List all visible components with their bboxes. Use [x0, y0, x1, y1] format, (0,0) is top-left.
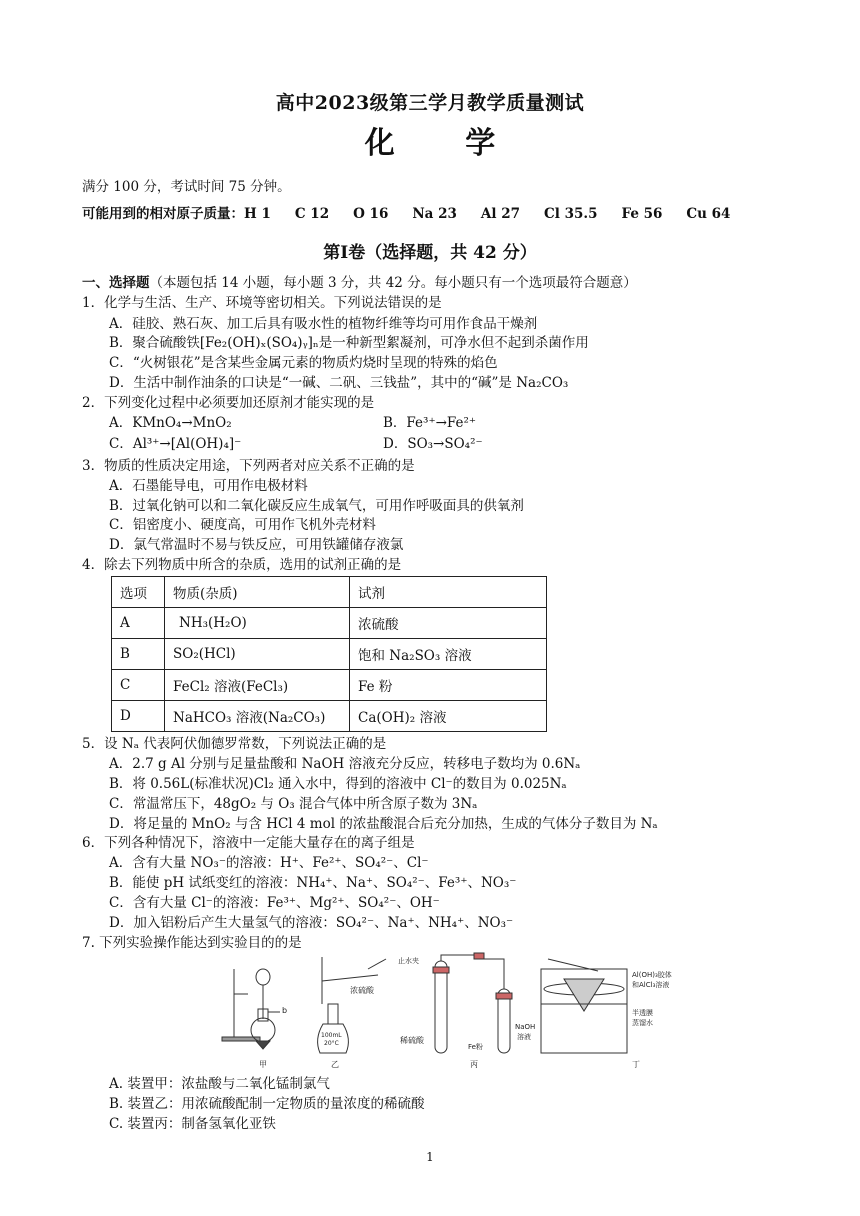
atomic-masses-label: 可能用到的相对原子质量： [82, 206, 244, 222]
table-cell: NH₃(H₂O) [165, 608, 350, 639]
label-conc-acid: 浓硫酸 [350, 986, 374, 995]
table-cell: C [112, 670, 165, 701]
q5-stem: 5．设 Nₐ 代表阿伏伽德罗常数，下列说法正确的是 [82, 736, 387, 752]
apparatus-jia [222, 969, 280, 1049]
label-water: 蒸馏水 [632, 1019, 653, 1027]
label-ding: 丁 [632, 1060, 640, 1069]
label-colloid: Al(OH)₃胶体 [632, 971, 672, 979]
q2-option-b: B．Fe³⁺→Fe²⁺ [383, 415, 477, 431]
table-header-cell: 试剂 [350, 577, 547, 608]
table-cell: D [112, 701, 165, 732]
q3-option-d: D．氯气常温时不易与铁反应，可用铁罐储存液氯 [109, 537, 404, 553]
label-yi: 乙 [331, 1060, 339, 1069]
label-membrane: 半透膜 [632, 1009, 653, 1017]
q1-stem: 1．化学与生活、生产、环境等密切相关。下列说法错误的是 [82, 295, 442, 311]
atomic-mass-item: H 1 [244, 206, 271, 222]
q3-option-a: A．石墨能导电，可用作电极材料 [109, 478, 308, 494]
q3-option-c: C．铝密度小、硬度高，可用作飞机外壳材料 [109, 517, 376, 533]
q2-option-c: C．Al³⁺→[Al(OH)₄]⁻ [109, 436, 242, 452]
table-cell: NaHCO₃ 溶液(Na₂CO₃) [165, 701, 350, 732]
label-alcl3: 和AlCl₃溶液 [632, 981, 670, 989]
table-cell: SO₂(HCl) [165, 639, 350, 670]
q7-stem: 7. 下列实验操作能达到实验目的的是 [82, 935, 302, 951]
label-flask: 100mL [321, 1032, 342, 1039]
q2-option-a: A．KMnO₄→MnO₂ [109, 415, 232, 431]
page-number: 1 [426, 1150, 434, 1164]
section-intro [82, 274, 637, 292]
section-intro-rest: （本题包括 14 小题，每小题 3 分，共 42 分。每小题只有一个选项最符合题意） [149, 275, 637, 291]
table-row [112, 608, 547, 639]
atomic-mass-item: C 12 [294, 206, 330, 222]
table-cell: 浓硫酸 [350, 608, 547, 639]
q7-option-a: A. 装置甲：浓盐酸与二氧化锰制氯气 [109, 1076, 330, 1092]
q1-option-a: A．硅胶、熟石灰、加工后具有吸水性的植物纤维等均可用作食品干燥剂 [109, 316, 538, 332]
label-clamp: 止水夹 [398, 957, 419, 965]
table-row [112, 670, 547, 701]
q3-option-b: B．过氧化钠可以和二氧化碳反应生成氧气，可用作呼吸面具的供氧剂 [109, 498, 524, 514]
q4-stem: 4．除去下列物质中所含的杂质，选用的试剂正确的是 [82, 557, 402, 573]
atomic-mass-item: Al 27 [480, 206, 521, 222]
label-b: b [282, 1006, 288, 1015]
table-header-cell: 物质(杂质) [165, 577, 350, 608]
atomic-mass-item: Fe 56 [621, 206, 663, 222]
q5-option-c: C．常温常压下，48gO₂ 与 O₃ 混合气体中所含原子数为 3Nₐ [109, 796, 478, 812]
q5-option-b: B．将 0.56L(标准状况)Cl₂ 通入水中，得到的溶液中 Cl⁻的数目为 0.025Nₐ [109, 776, 567, 792]
q6-option-d: D．加入铝粉后产生大量氢气的溶液：SO₄²⁻、Na⁺、NH₄⁺、NO₃⁻ [109, 915, 514, 931]
label-jia: 甲 [259, 1060, 267, 1069]
label-temp: 20°C [324, 1040, 339, 1047]
table-header-row [112, 577, 547, 608]
q5-option-a: A．2.7 g Al 分别与足量盐酸和 NaOH 溶液充分反应，转移电子数均为 0.6Nₐ [109, 756, 581, 772]
section-intro-bold: 一、选择题 [82, 275, 150, 291]
table-cell: FeCl₂ 溶液(FeCl₃) [165, 670, 350, 701]
q7-option-c: C. 装置丙：制备氢氧化亚铁 [109, 1116, 276, 1132]
atomic-mass-item: O 16 [353, 206, 389, 222]
q1-option-d: D．生活中制作油条的口诀是“一碱、二矾、三钱盐”，其中的“碱”是 Na₂CO₃ [109, 375, 569, 391]
q1-option-b: B．聚合硫酸铁[Fe₂(OH)ₓ(SO₄)ᵧ]ₙ是一种新型絮凝剂，可净水但不起到杀菌作用 [109, 335, 589, 351]
exam-info: 满分 100 分，考试时间 75 分钟。 [82, 179, 291, 195]
q6-option-c: C．含有大量 Cl⁻的溶液：Fe³⁺、Mg²⁺、SO₄²⁻、OH⁻ [109, 895, 440, 911]
q6-stem: 6．下列各种情况下，溶液中一定能大量存在的离子组是 [82, 835, 415, 851]
q1-option-c: C．“火树银花”是含某些金属元素的物质灼烧时呈现的特殊的焰色 [109, 355, 498, 371]
q2-stem: 2．下列变化过程中必须要加还原剂才能实现的是 [82, 395, 375, 411]
q7-option-b: B. 装置乙：用浓硫酸配制一定物质的量浓度的稀硫酸 [109, 1096, 425, 1112]
apparatus-figure [218, 949, 698, 1074]
apparatus-ding [541, 959, 627, 1053]
label-dilute: 稀硫酸 [400, 1036, 424, 1045]
table-cell: Ca(OH)₂ 溶液 [350, 701, 547, 732]
table-row [112, 701, 547, 732]
q3-stem: 3．物质的性质决定用途，下列两者对应关系不正确的是 [82, 458, 415, 474]
subject-title: 化 学 [364, 126, 526, 161]
q6-option-b: B．能使 pH 试纸变红的溶液：NH₄⁺、Na⁺、SO₄²⁻、Fe³⁺、NO₃⁻ [109, 875, 517, 891]
label-fe: Fe粉 [468, 1043, 483, 1051]
exam-title: 高中2023级第三学月教学质量测试 [275, 92, 585, 114]
apparatus-bing [433, 953, 512, 1053]
atomic-mass-item: Cu 64 [686, 206, 731, 222]
table-header-cell: 选项 [112, 577, 165, 608]
table-cell: Fe 粉 [350, 670, 547, 701]
section-title: 第Ⅰ卷（选择题，共 42 分） [323, 243, 537, 263]
q6-option-a: A．含有大量 NO₃⁻的溶液：H⁺、Fe²⁺、SO₄²⁻、Cl⁻ [109, 855, 429, 871]
q4-table [111, 576, 547, 732]
table-cell: B [112, 639, 165, 670]
q5-option-d: D．将足量的 MnO₂ 与含 HCl 4 mol 的浓盐酸混合后充分加热，生成的气体分子数目为 Nₐ [109, 816, 658, 832]
atomic-mass-item: Cl 35.5 [544, 206, 598, 222]
table-row [112, 639, 547, 670]
atomic-masses [82, 205, 730, 223]
label-naoh: NaOH [515, 1023, 536, 1031]
table-cell: A [112, 608, 165, 639]
atomic-mass-item: Na 23 [412, 206, 457, 222]
label-solution: 溶液 [517, 1033, 531, 1041]
q2-option-d: D．SO₃→SO₄²⁻ [383, 436, 483, 452]
label-bing: 丙 [470, 1060, 478, 1069]
table-cell: 饱和 Na₂SO₃ 溶液 [350, 639, 547, 670]
